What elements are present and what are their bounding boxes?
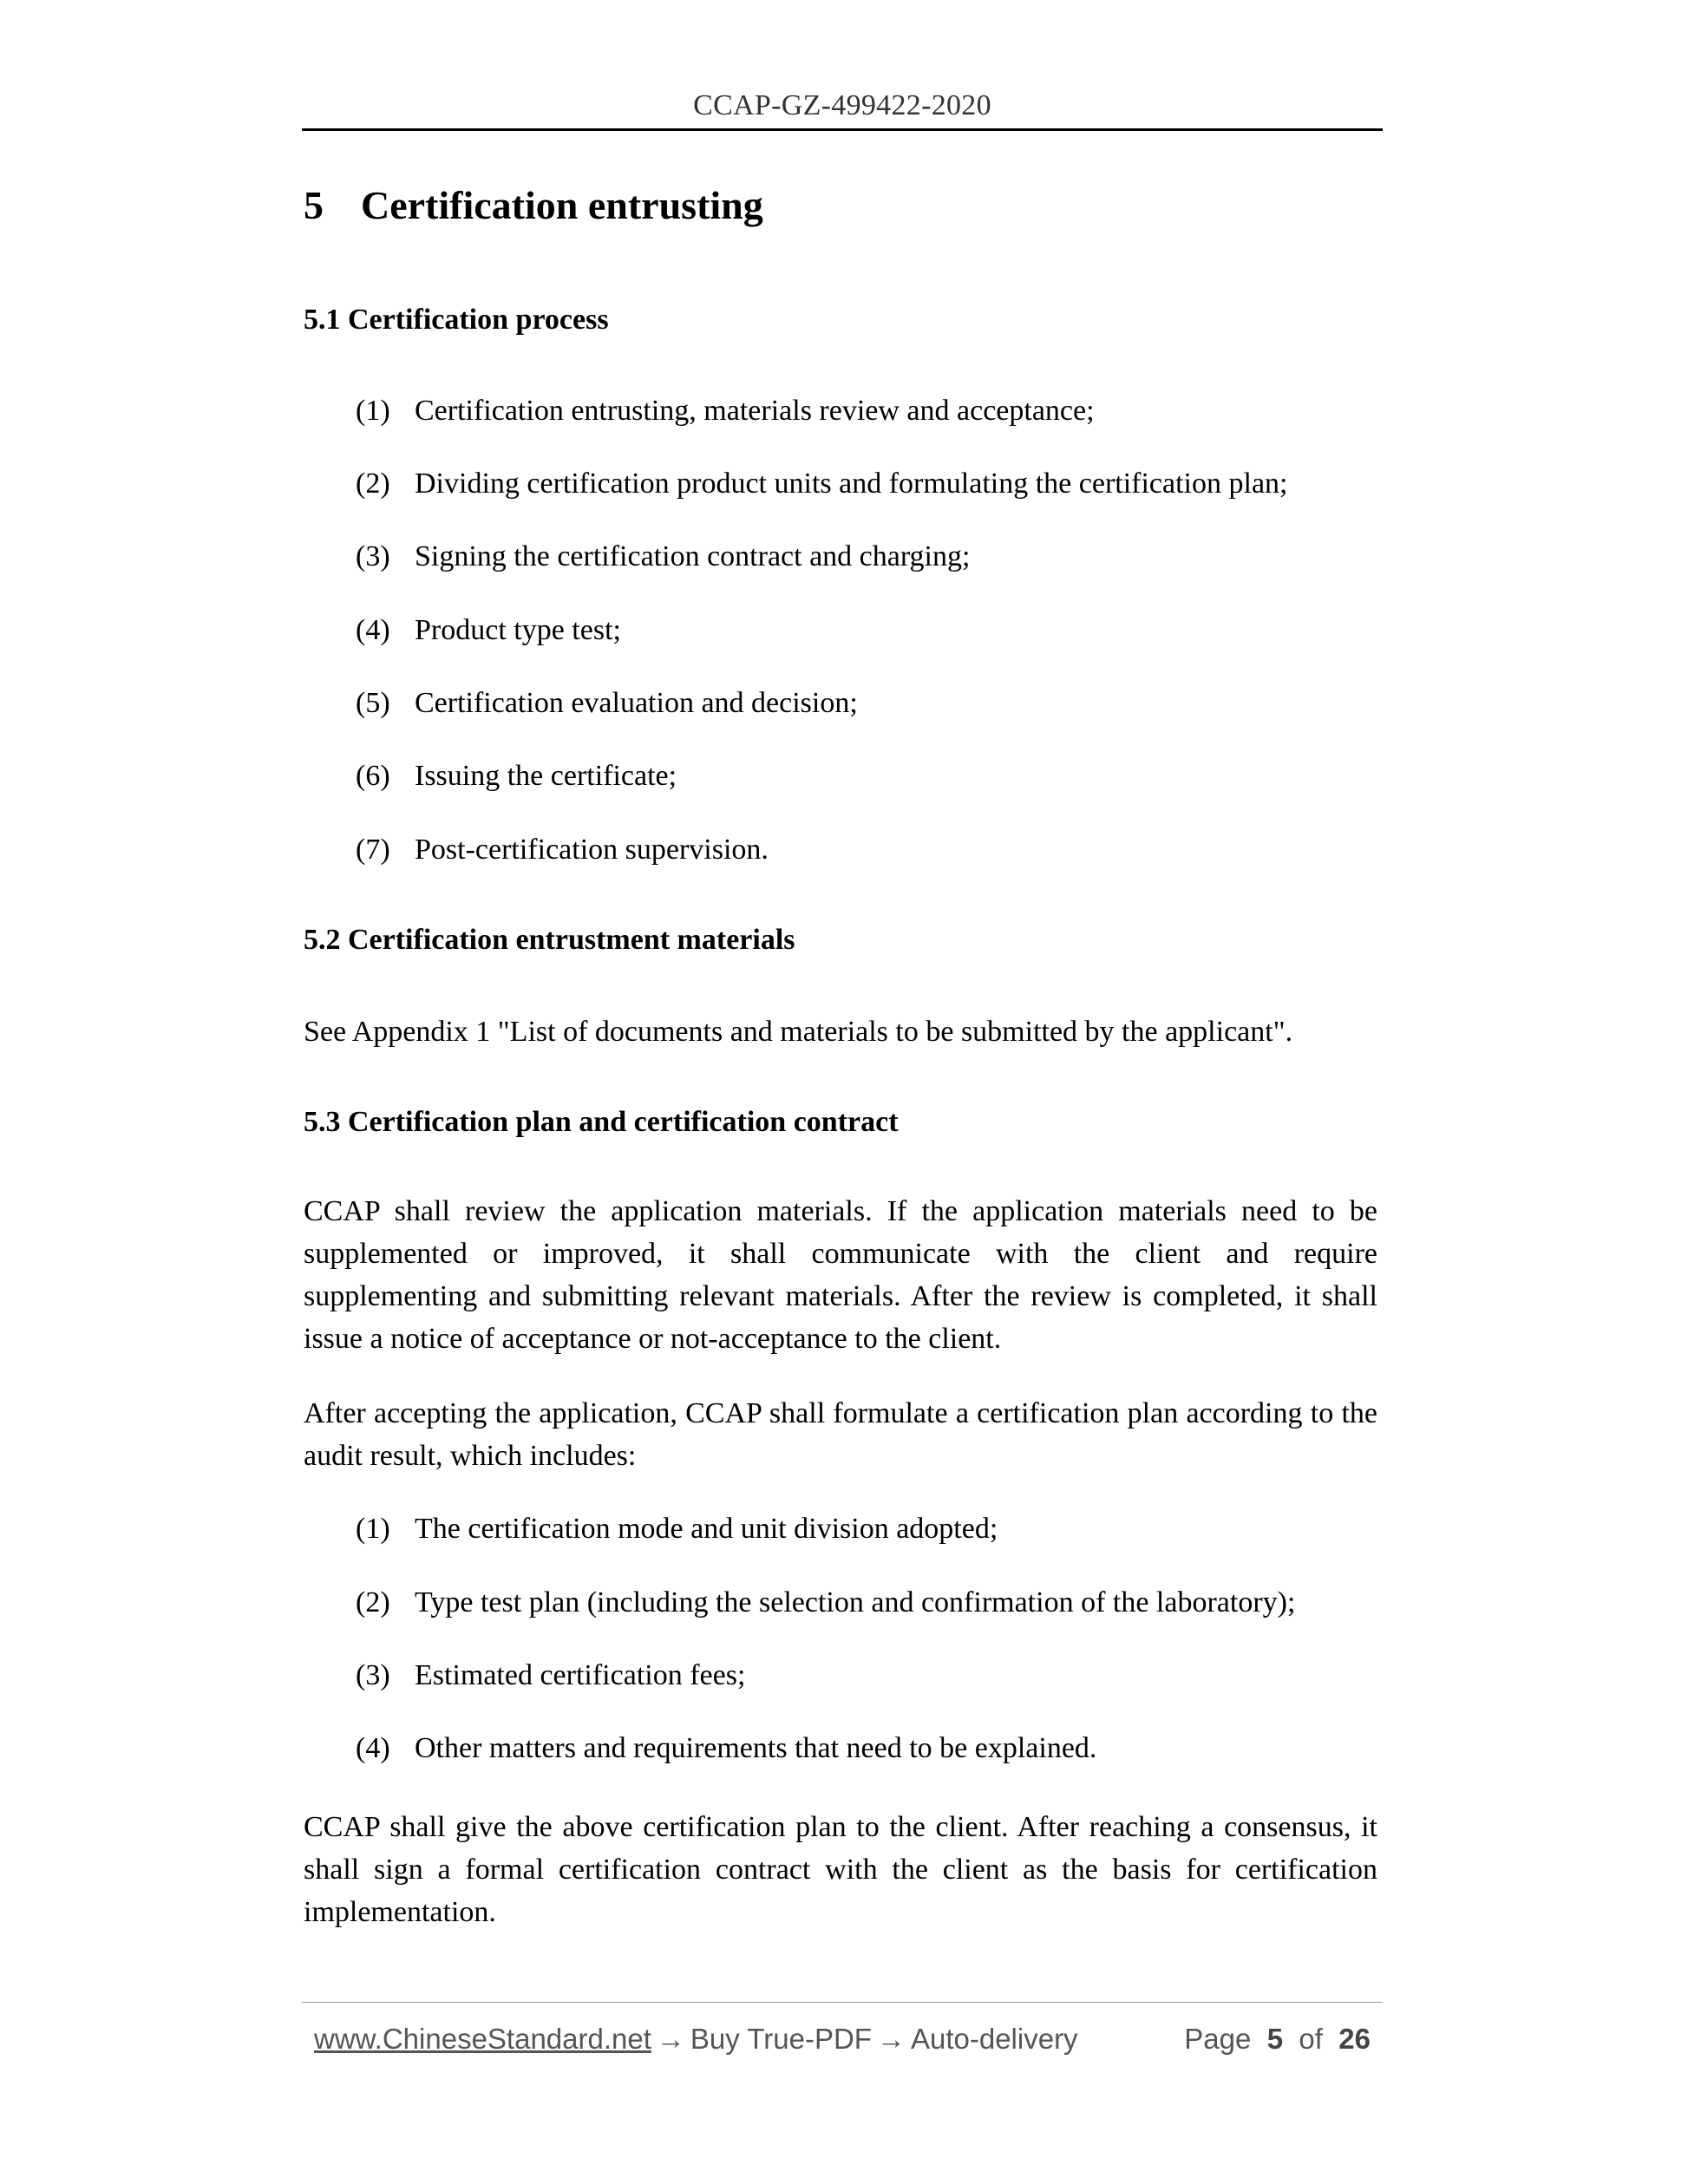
document-page xyxy=(302,0,1383,2184)
paragraph: CCAP shall give the above certification plan to the client. After reaching a consensus, it shall sign a formal certification contract with the client as the basis for certification implementation. xyxy=(304,1811,1377,1928)
page-indicator xyxy=(1184,2023,1371,2056)
list-item xyxy=(356,468,1288,500)
running-header: CCAP-GZ-499422-2020 xyxy=(693,89,991,121)
list-item-text: Issuing the certificate; xyxy=(415,760,677,792)
total-pages-number: 26 xyxy=(1338,2023,1371,2055)
section-number: 5 xyxy=(304,183,324,227)
footer-rule xyxy=(302,2002,1383,2003)
list-item xyxy=(356,1659,745,1692)
list-item-text: Certification entrusting, materials review and acceptance; xyxy=(415,395,1095,427)
list-item xyxy=(356,540,970,573)
arrow-right-icon: → xyxy=(876,2023,906,2055)
list-item xyxy=(356,760,677,793)
section-5-2-heading: 5.2 Certification entrustment materials xyxy=(304,924,795,956)
list-item-number: (2) xyxy=(356,468,390,500)
list-item-text: Product type test; xyxy=(415,614,621,646)
list-item-number: (4) xyxy=(356,614,390,646)
section-5-3-heading: 5.3 Certification plan and certification contract xyxy=(304,1106,899,1138)
list-item-number: (3) xyxy=(356,540,390,572)
list-item xyxy=(356,1586,1295,1619)
list-item-number: (1) xyxy=(356,395,390,427)
list-item xyxy=(356,1513,998,1546)
list-item xyxy=(356,834,769,866)
auto-delivery-text: Auto-delivery xyxy=(910,2023,1078,2055)
list-item-number: (3) xyxy=(356,1659,390,1691)
list-item-text: Type test plan (including the selection and confirmation of the laboratory); xyxy=(415,1586,1296,1618)
list-item-number: (5) xyxy=(356,687,390,719)
list-item-number: (4) xyxy=(356,1732,390,1764)
list-item-number: (6) xyxy=(356,760,390,792)
paragraph: CCAP shall review the application materials. If the application materials need to be supplemented or improved, it shall communicate with the client and require supplementing and submitting relevant materials. After the review is completed, it shall issue a notice of acceptance or not-acceptance to the client. xyxy=(304,1195,1377,1355)
of-label: of xyxy=(1299,2023,1323,2055)
list-item-text: Certification evaluation and decision; xyxy=(415,687,858,719)
list-item-text: Other matters and requirements that need to be explained. xyxy=(415,1732,1097,1764)
list-item-text: The certification mode and unit division adopted; xyxy=(415,1513,998,1545)
header-rule xyxy=(302,128,1383,131)
list-item-text: Signing the certification contract and charging; xyxy=(415,540,971,572)
list-item-text: Post-certification supervision. xyxy=(415,834,769,866)
section-title: Certification entrusting xyxy=(361,183,763,227)
list-item-number: (7) xyxy=(356,834,390,866)
page-label: Page xyxy=(1184,2023,1252,2055)
list-item-number: (2) xyxy=(356,1586,390,1618)
list-item xyxy=(356,687,858,720)
section-5-heading xyxy=(304,182,763,228)
paragraph: After accepting the application, CCAP shall formulate a certification plan according to the audit result, which includes: xyxy=(304,1397,1377,1472)
list-item-number: (1) xyxy=(356,1513,390,1545)
list-item xyxy=(356,395,1095,428)
list-item-text: Estimated certification fees; xyxy=(415,1659,746,1691)
website-link[interactable]: www.ChineseStandard.net xyxy=(314,2023,651,2055)
footer-links xyxy=(314,2023,1078,2056)
paragraph: See Appendix 1 "List of documents and materials to be submitted by the applicant". xyxy=(304,1016,1293,1048)
current-page-number: 5 xyxy=(1266,2023,1284,2055)
list-item-text: Dividing certification product units and formulating the certification plan; xyxy=(415,468,1288,500)
list-item xyxy=(356,614,621,647)
section-5-1-heading: 5.1 Certification process xyxy=(304,304,609,336)
list-item xyxy=(356,1732,1096,1765)
buy-true-pdf-text: Buy True-PDF xyxy=(690,2023,872,2055)
arrow-right-icon: → xyxy=(656,2023,685,2055)
